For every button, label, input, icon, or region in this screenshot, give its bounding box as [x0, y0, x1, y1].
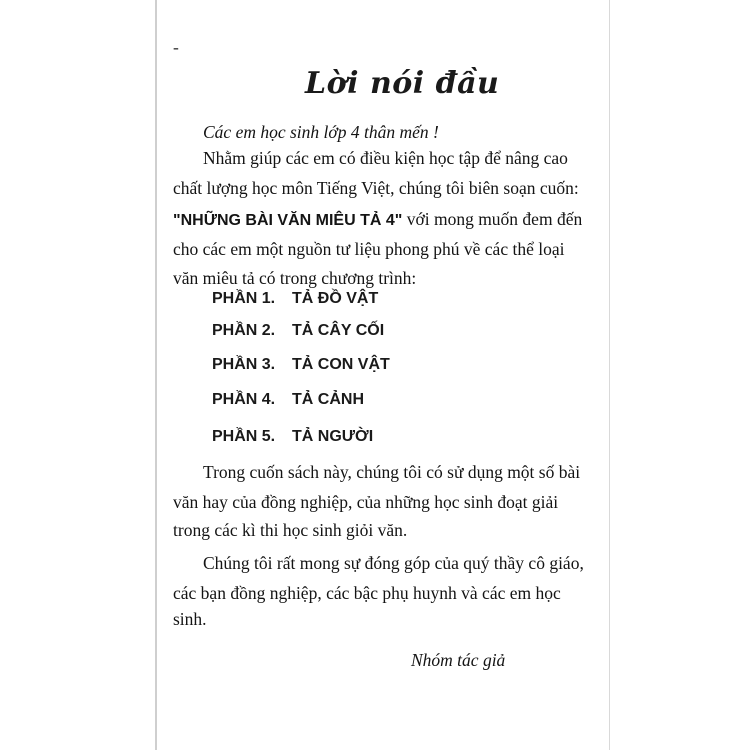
- greeting: Các em học sinh lớp 4 thân mến !: [203, 122, 439, 142]
- book-page: [155, 0, 610, 750]
- book-title: "NHỮNG BÀI VĂN MIÊU TẢ 4": [173, 212, 403, 229]
- section-item: [212, 428, 373, 446]
- signature: Nhóm tác giả: [411, 650, 506, 670]
- section-item: [212, 322, 384, 340]
- section-number: PHẦN 5.: [212, 428, 276, 445]
- paragraph-2-line-3: trong các kì thi học sinh giỏi văn.: [173, 520, 408, 540]
- section-number: PHẦN 2.: [212, 322, 276, 339]
- section-name: TẢ NGƯỜI: [292, 428, 374, 445]
- section-name: TẢ ĐỒ VẬT: [292, 290, 379, 307]
- paragraph-2-line-2: văn hay của đồng nghiệp, của những học sinh đoạt giải: [173, 492, 559, 512]
- section-number: PHẦN 1.: [212, 290, 276, 307]
- section-item: [212, 356, 390, 374]
- paragraph-3-line-3: sinh.: [173, 609, 207, 629]
- intro-line-5: văn miêu tả có trong chương trình:: [173, 268, 417, 288]
- section-number: PHẦN 3.: [212, 356, 276, 373]
- section-item: [212, 290, 378, 308]
- section-name: TẢ CẢNH: [292, 391, 364, 408]
- page-mark: -: [173, 37, 179, 57]
- section-number: PHẦN 4.: [212, 391, 276, 408]
- section-name: TẢ CON VẬT: [292, 356, 390, 373]
- paragraph-2-line-1: Trong cuốn sách này, chúng tôi có sử dụng một số bài: [203, 462, 581, 482]
- intro-line-4: cho các em một nguồn tư liệu phong phú về các thể loại: [173, 239, 565, 259]
- section-item: [212, 391, 364, 409]
- page-title: Lời nói đầu: [305, 66, 500, 101]
- intro-line-1: Nhằm giúp các em có điều kiện học tập để nâng cao: [203, 148, 568, 168]
- intro-line-2: chất lượng học môn Tiếng Việt, chúng tôi biên soạn cuốn:: [173, 178, 579, 198]
- section-name: TẢ CÂY CỐI: [292, 322, 385, 339]
- paragraph-3-line-2: các bạn đồng nghiệp, các bậc phụ huynh và các em học: [173, 583, 561, 603]
- intro-line-3: [173, 209, 582, 230]
- paragraph-3-line-1: Chúng tôi rất mong sự đóng góp của quý thầy cô giáo,: [203, 553, 584, 573]
- intro-line-3-rest: với mong muốn đem đến: [402, 209, 583, 229]
